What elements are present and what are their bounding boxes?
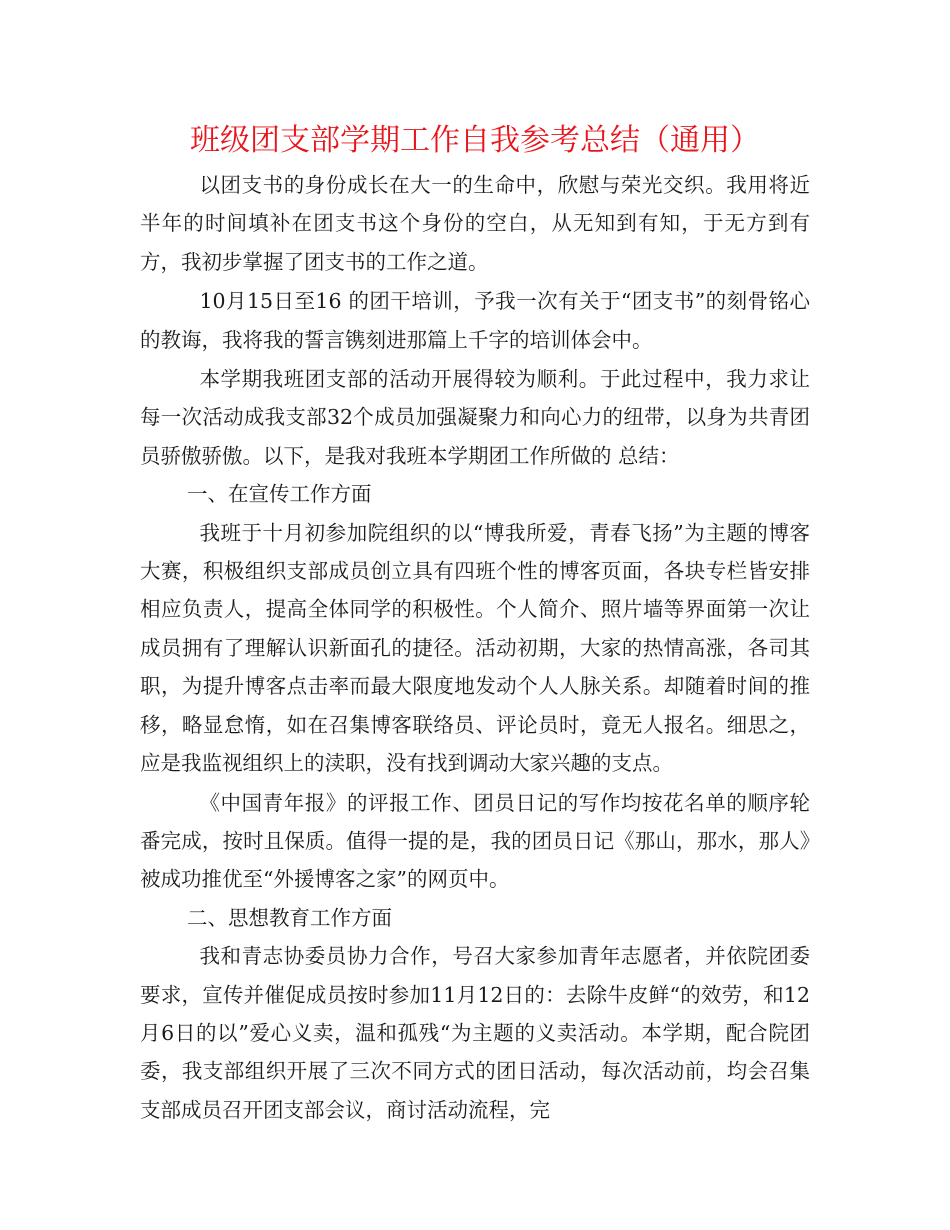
paragraph-intro: 以团支书的身份成长在大一的生命中，欣慰与荣光交织。我用将近半年的时间填补在团支书这个身份的空白，从无知到有知，于无方到有方，我初步掌握了团支书的工作之道。: [140, 173, 810, 274]
paragraph-blog-contest: 我班于十月初参加院组织的以“博我所爱，青春飞扬”为主题的博客大赛，积极组织支部成员创立具有四班个性的博客页面，各块专栏皆安排相应负责人，提高全体同学的积极性。个人简介、照片墙等界面第一次让成员拥有了理解认识新面孔的捷径。活动初期，大家的热情高涨，各司其职，为提升博客点击率而最大限度地发动个人人脉关系。却随着时间的推移，略显怠惰，如在召集博客联络员、评论员时，竟无人报名。细思之，应是我监视组织上的渎职，没有找到调动大家兴趣的支点。: [140, 520, 810, 776]
document-body: [140, 118, 810, 1129]
paragraph-volunteer: 我和青志协委员协力合作，号召大家参加青年志愿者，并依院团委要求，宣传并催促成员按时参加11月12日的：去除牛皮鲜“的效劳，和12月6日的以”爱心义卖，温和孤残“为主题的义卖活动。本学期，配合院团委，我支部组织开展了三次不同方式的团日活动，每次活动前，均会召集支部成员召开团支部会议，商讨活动流程，完: [140, 944, 810, 1122]
paragraph-overview: 本学期我班团支部的活动开展得较为顺利。于此过程中，我力求让每一次活动成我支部32个成员加强凝聚力和向心力的纽带，以身为共青团员骄傲骄傲。以下，是我对我班本学期团工作所做的 总结：: [140, 367, 810, 468]
section-heading-ideology: 二、思想教育工作方面: [187, 905, 392, 930]
document-title: 班级团支部学期工作自我参考总结（通用）: [190, 123, 760, 158]
paragraph-training: 10月15日至16 的团干培训，予我一次有关于“团支书”的刻骨铭心的教诲，我将我的誓言镌刻进那篇上千字的培训体会中。: [140, 289, 810, 352]
paragraph-newspaper-review: 《中国青年报》的评报工作、团员日记的写作均按花名单的顺序轮番完成，按时且保质。值得一提的是，我的团员日记《那山，那水，那人》被成功推优至“外援博客之家”的网页中。: [140, 790, 810, 892]
section-heading-publicity: 一、在宣传工作方面: [187, 482, 372, 507]
